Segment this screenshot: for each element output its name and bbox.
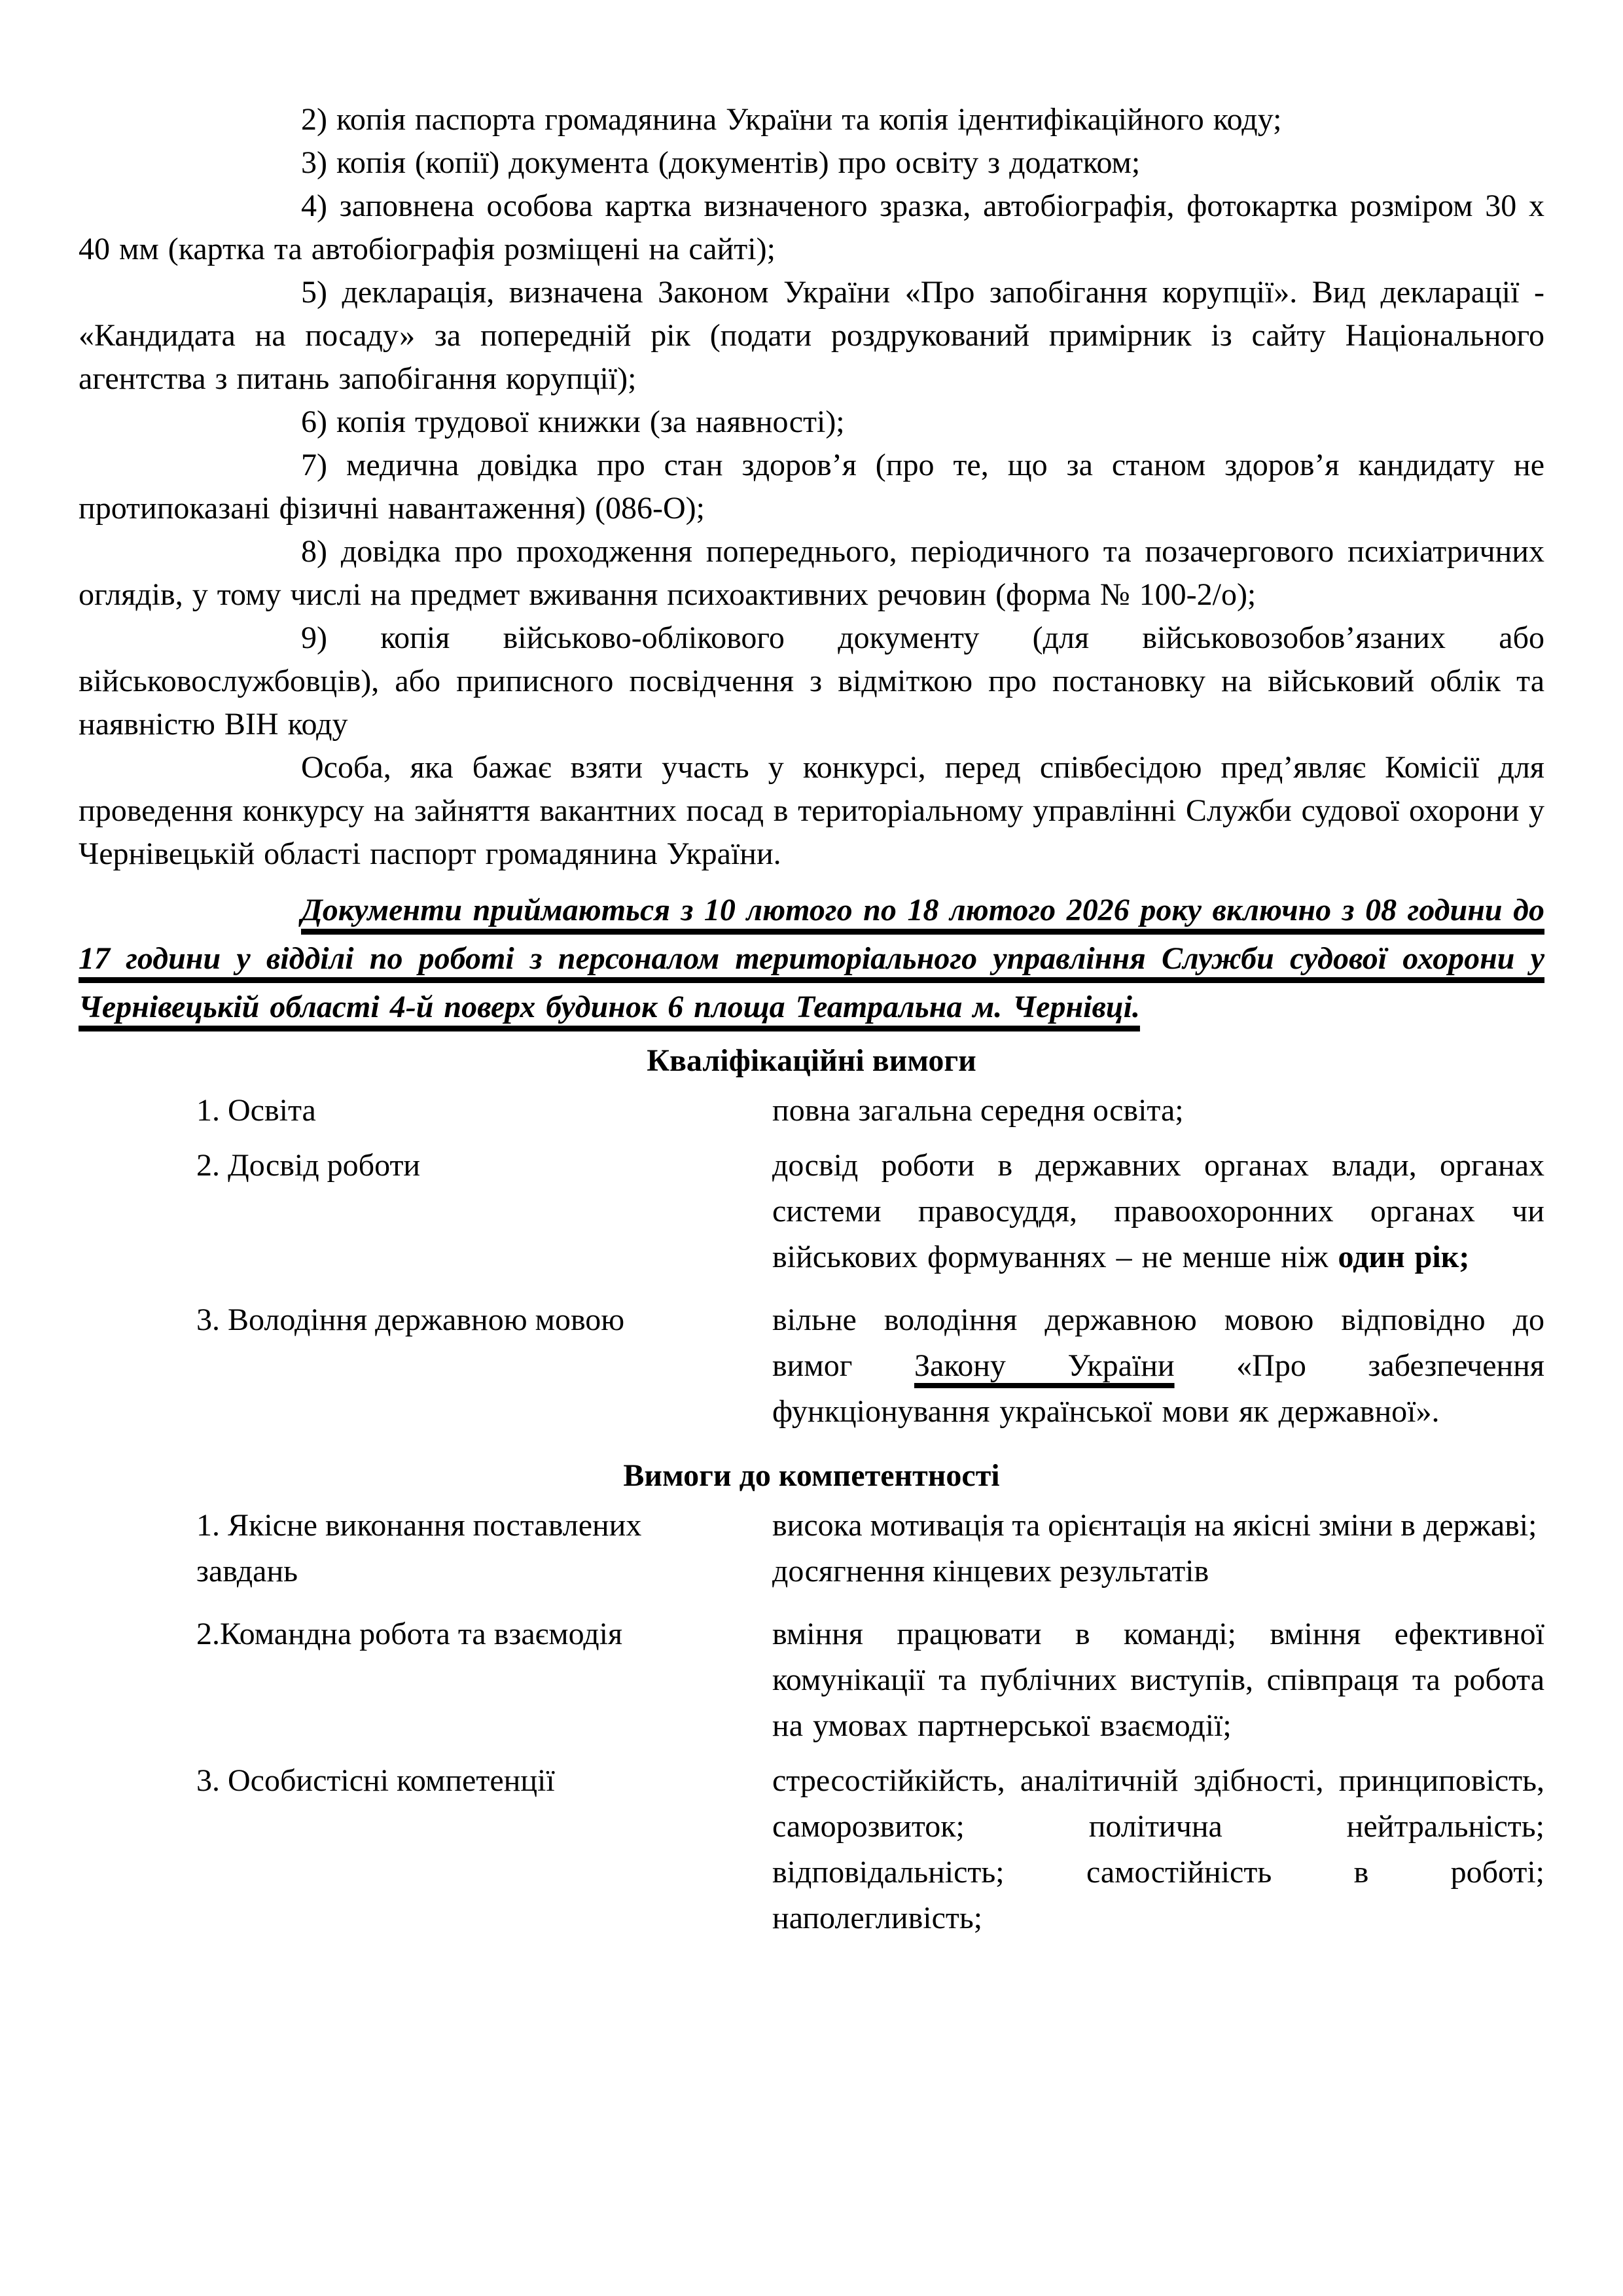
list-item-7: 7) медична довідка про стан здоров’я (про те, що за станом здоров’я кандидату не протипоказані фізичні навантаження) (086-О); — [79, 448, 1544, 526]
list-item-3: 3) копія (копії) документа (документів) про освіту з додатком; — [301, 145, 1141, 180]
qualification-row-experience — [196, 1143, 1544, 1280]
list-item-4: 4) заповнена особова картка визначеного зразка, автобіографія, фотокартка розміром 30 х 40 мм (картка та автобіографія розміщені на сайті); — [79, 188, 1544, 266]
qualification-value-bold-text: один рік; — [1338, 1240, 1470, 1274]
deadline-paragraph: Документи приймаються з 10 лютого по 18 лютого 2026 року включно з 08 години до 17 години у відділі по роботі з персоналом територіального управління Служби судової охорони у Чернівецькій області 4-й поверх будинок 6 площа Театральна м. Чернівці. — [79, 893, 1544, 1024]
qualification-value-text: повна загальна середня освіта; — [772, 1093, 1184, 1128]
qualification-label: 1. Освіта — [196, 1093, 316, 1128]
competency-value — [772, 1611, 1544, 1749]
competency-label: 1. Якісне виконання поставлених завдань — [196, 1508, 642, 1588]
competency-value — [772, 1503, 1544, 1594]
law-reference-underlined: Закону України — [914, 1348, 1175, 1383]
competencies-table — [79, 1503, 1544, 1941]
list-item-6: 6) копія трудової книжки (за наявності); — [301, 404, 845, 439]
qualification-value — [772, 1088, 1544, 1134]
competency-value-text: вміння працювати в команді; вміння ефективної комунікації та публічних виступів, співпраця та робота на умовах партнерської взаємодії; — [772, 1617, 1544, 1743]
competency-row-quality — [196, 1503, 1544, 1594]
qualification-value — [772, 1297, 1544, 1435]
qualification-row-language — [196, 1297, 1544, 1435]
qualification-label: 3. Володіння державною мовою — [196, 1302, 625, 1337]
qualifications-heading: Кваліфікаційні вимоги — [647, 1043, 976, 1078]
qualification-value-text: досвід роботи в державних органах влади, органах системи правосуддя, правоохоронних органах чи військових формуваннях – не менше ніж — [772, 1148, 1544, 1274]
competency-row-teamwork — [196, 1611, 1544, 1749]
document-content — [79, 98, 1544, 1941]
competency-label: 2.Командна робота та взаємодія — [196, 1617, 623, 1651]
competency-value-text: висока мотивація та орієнтація на якісні зміни в державі; — [772, 1508, 1537, 1543]
list-item-9: 9) копія військово-облікового документу (для військовозобов’язаних або військовослужбовців), або приписного посвідчення з відміткою про постановку на військовий облік та наявністю ВІН коду — [79, 620, 1544, 742]
qualifications-table — [79, 1088, 1544, 1435]
qualification-label: 2. Досвід роботи — [196, 1148, 421, 1183]
list-item-2: 2) копія паспорта громадянина України та копія ідентифікаційного коду; — [301, 102, 1282, 137]
qualification-value — [772, 1143, 1544, 1280]
competency-label: 3. Особистісні компетенції — [196, 1763, 555, 1798]
competencies-heading: Вимоги до компетентності — [623, 1458, 1000, 1493]
list-item-5: 5) декларація, визначена Законом України «Про запобігання корупції». Вид декларації - «Кандидата на посаду» за попередній рік (подати роздрукований примірник із сайту Національного агентства з питань запобігання корупції); — [79, 275, 1544, 396]
qualification-value-text: «Про забезпечення функціонування української мови як державної». — [772, 1348, 1544, 1429]
qualification-value-text: вільне володіння державною мовою відповідно до вимог — [772, 1302, 1544, 1383]
competency-row-personal — [196, 1758, 1544, 1941]
competency-value — [772, 1758, 1544, 1941]
list-item-8: 8) довідка про проходження попереднього, періодичного та позачергового психіатричних оглядів, у тому числі на предмет вживання психоактивних речовин (форма № 100-2/о); — [79, 534, 1544, 612]
qualification-row-education — [196, 1088, 1544, 1134]
competency-value-text: досягнення кінцевих результатів — [772, 1554, 1209, 1588]
paragraph-interview-note: Особа, яка бажає взяти участь у конкурсі, перед співбесідою пред’являє Комісії для проведення конкурсу на зайняття вакантних посад в територіальному управлінні Служби судової охорони у Чернівецькій області паспорт громадянина України. — [79, 750, 1544, 871]
competency-value-text: стресостійкійсть, аналітичній здібності, принциповість, саморозвиток; політична нейтральність; відповідальність; самостійність в роботі; наполегливість; — [772, 1763, 1544, 1935]
